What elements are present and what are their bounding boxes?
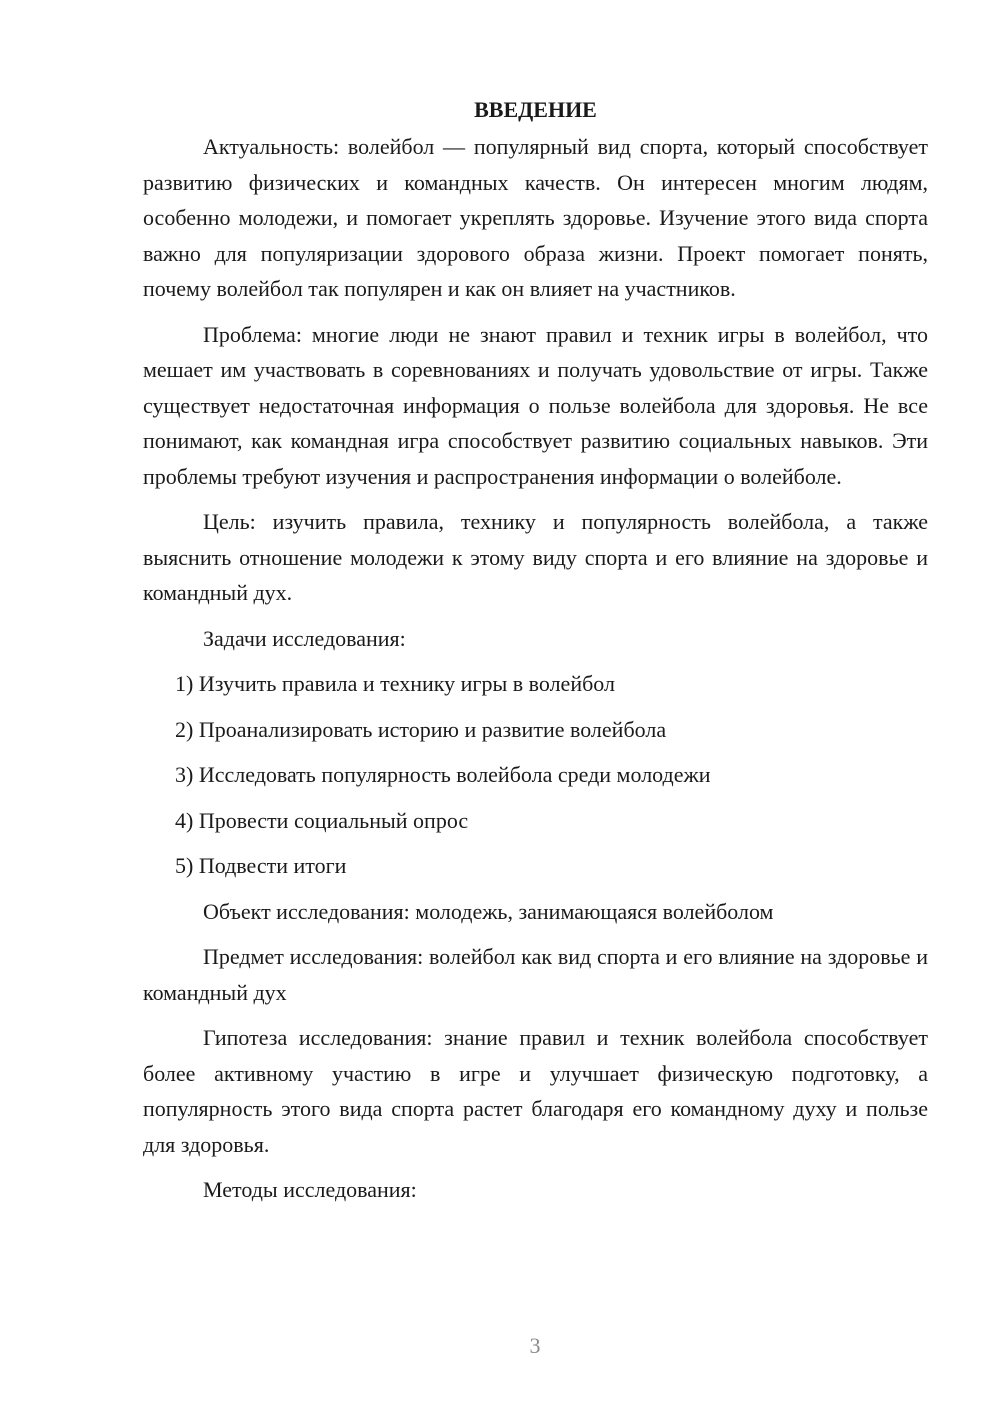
problem-paragraph: Проблема: многие люди не знают правил и техник игры в волейбол, что мешает им участвовать в соревнованиях и получать удовольствие от игры. Также существует недостаточная информация о пользе волейбола для здоровья. Не все понимают, как командная игра способствует развитию социальных навыков. Эти проблемы требуют изучения и распространения информации о волейболе. bbox=[143, 321, 928, 489]
section-heading: ВВЕДЕНИЕ bbox=[474, 97, 597, 122]
page-content bbox=[143, 92, 928, 1208]
object-paragraph: Объект исследования: молодежь, занимающаяся волейболом bbox=[203, 898, 774, 924]
goal-paragraph: Цель: изучить правила, технику и популярность волейбола, а также выяснить отношение молодежи к этому виду спорта и его влияние на здоровье и командный дух. bbox=[143, 509, 928, 605]
relevance-paragraph: Актуальность: волейбол — популярный вид спорта, который способствует развитию физических и командных качеств. Он интересен многим людям, особенно молодежи, и помогает укреплять здоровье. Изучение этого вида спорта важно для популяризации здорового образа жизни. Проект помогает понять, почему волейбол так популярен и как он влияет на участников. bbox=[143, 134, 928, 301]
tasks-title: Задачи исследования: bbox=[203, 625, 406, 651]
list-item: 3) Исследовать популярность волейбола среди молодежи bbox=[175, 762, 711, 787]
methods-title: Методы исследования: bbox=[203, 1177, 417, 1202]
list-item: 1) Изучить правила и технику игры в волейбол bbox=[175, 671, 615, 696]
list-item: 2) Проанализировать историю и развитие волейбола bbox=[175, 716, 667, 742]
list-item: 4) Провести социальный опрос bbox=[175, 807, 469, 833]
subject-paragraph: Предмет исследования: волейбол как вид спорта и его влияние на здоровье и командный дух bbox=[143, 944, 928, 1005]
list-item: 5) Подвести итоги bbox=[175, 853, 347, 878]
page-number: 3 bbox=[529, 1333, 541, 1358]
hypothesis-paragraph: Гипотеза исследования: знание правил и техник волейбола способствует более активному участию в игре и улучшает физическую подготовку, а популярность этого вида спорта растет благодаря его командному духу и пользе для здоровья. bbox=[143, 1025, 928, 1157]
tasks-list bbox=[143, 666, 928, 884]
